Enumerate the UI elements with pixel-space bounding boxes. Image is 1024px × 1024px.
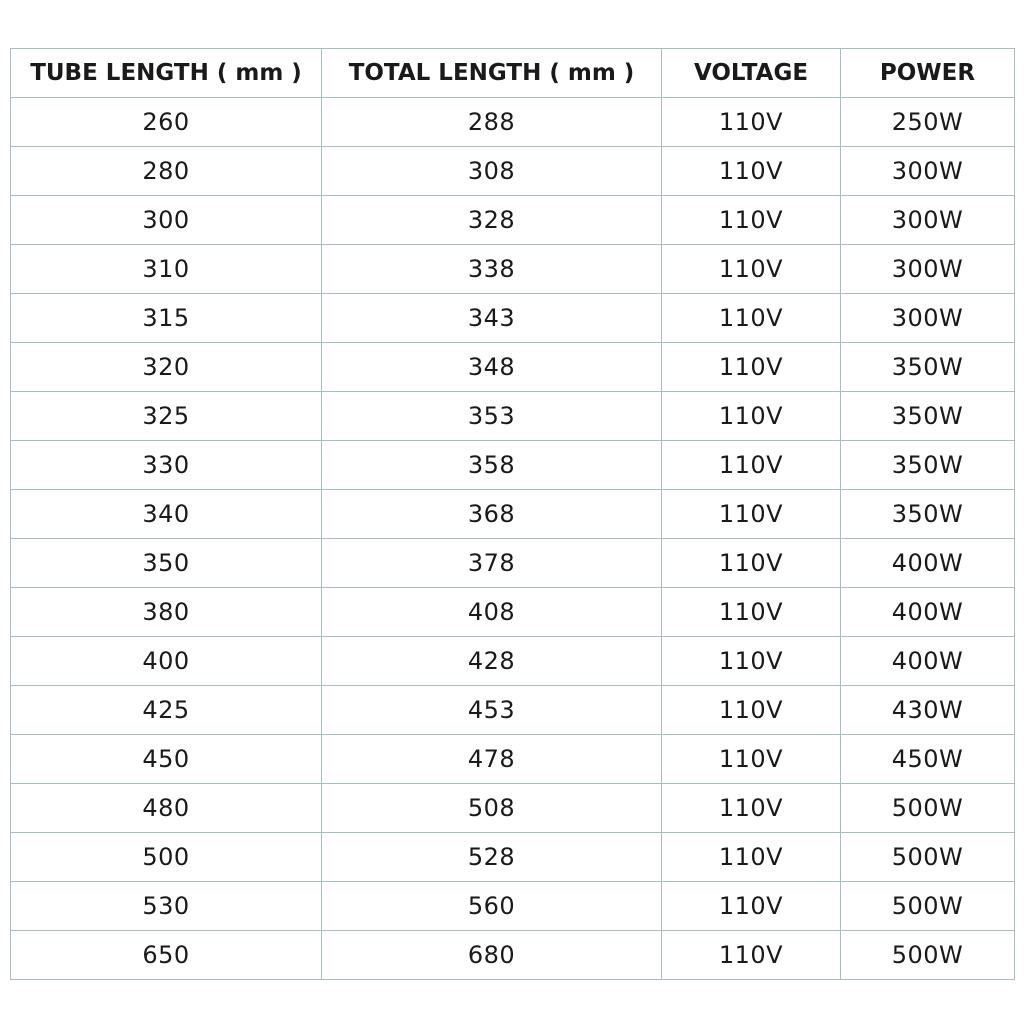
voltage-cell: 110V	[662, 294, 841, 343]
table-row	[11, 147, 1015, 196]
voltage-cell: 110V	[662, 637, 841, 686]
total-length-cell: 353	[322, 392, 662, 441]
total-length-cell: 453	[322, 686, 662, 735]
voltage-cell: 110V	[662, 882, 841, 931]
power-cell: 350W	[841, 343, 1015, 392]
table-row	[11, 735, 1015, 784]
spec-table	[10, 48, 1015, 980]
table-row	[11, 637, 1015, 686]
power-cell: 300W	[841, 245, 1015, 294]
total-length-cell: 328	[322, 196, 662, 245]
table-row	[11, 882, 1015, 931]
power-cell: 300W	[841, 147, 1015, 196]
table-row	[11, 245, 1015, 294]
voltage-cell: 110V	[662, 539, 841, 588]
power-cell: 450W	[841, 735, 1015, 784]
total-length-cell: 680	[322, 931, 662, 980]
power-cell: 250W	[841, 98, 1015, 147]
tube-length-cell: 480	[11, 784, 322, 833]
tube-length-cell: 260	[11, 98, 322, 147]
table-body	[11, 98, 1015, 980]
voltage-cell: 110V	[662, 245, 841, 294]
voltage-cell: 110V	[662, 490, 841, 539]
table-row	[11, 833, 1015, 882]
tube-length-cell: 400	[11, 637, 322, 686]
header-voltage: VOLTAGE	[662, 49, 841, 98]
total-length-cell: 508	[322, 784, 662, 833]
total-length-cell: 408	[322, 588, 662, 637]
table-row	[11, 196, 1015, 245]
table-row	[11, 588, 1015, 637]
tube-length-cell: 330	[11, 441, 322, 490]
total-length-cell: 348	[322, 343, 662, 392]
tube-length-cell: 650	[11, 931, 322, 980]
voltage-cell: 110V	[662, 147, 841, 196]
voltage-cell: 110V	[662, 196, 841, 245]
total-length-cell: 358	[322, 441, 662, 490]
total-length-cell: 368	[322, 490, 662, 539]
table-row	[11, 441, 1015, 490]
table-row	[11, 490, 1015, 539]
power-cell: 300W	[841, 196, 1015, 245]
table-row	[11, 931, 1015, 980]
tube-length-cell: 350	[11, 539, 322, 588]
voltage-cell: 110V	[662, 392, 841, 441]
total-length-cell: 338	[322, 245, 662, 294]
power-cell: 500W	[841, 833, 1015, 882]
table-row	[11, 294, 1015, 343]
total-length-cell: 378	[322, 539, 662, 588]
power-cell: 500W	[841, 784, 1015, 833]
tube-length-cell: 530	[11, 882, 322, 931]
total-length-cell: 343	[322, 294, 662, 343]
power-cell: 350W	[841, 490, 1015, 539]
voltage-cell: 110V	[662, 343, 841, 392]
tube-length-cell: 340	[11, 490, 322, 539]
voltage-cell: 110V	[662, 588, 841, 637]
tube-length-cell: 300	[11, 196, 322, 245]
power-cell: 400W	[841, 539, 1015, 588]
table-row	[11, 392, 1015, 441]
total-length-cell: 308	[322, 147, 662, 196]
tube-length-cell: 380	[11, 588, 322, 637]
total-length-cell: 528	[322, 833, 662, 882]
header-total-length: TOTAL LENGTH ( mm )	[322, 49, 662, 98]
header-row	[11, 49, 1015, 98]
power-cell: 400W	[841, 588, 1015, 637]
table-row	[11, 784, 1015, 833]
total-length-cell: 428	[322, 637, 662, 686]
total-length-cell: 288	[322, 98, 662, 147]
total-length-cell: 478	[322, 735, 662, 784]
table-row	[11, 343, 1015, 392]
tube-length-cell: 310	[11, 245, 322, 294]
tube-length-cell: 425	[11, 686, 322, 735]
total-length-cell: 560	[322, 882, 662, 931]
voltage-cell: 110V	[662, 833, 841, 882]
power-cell: 500W	[841, 931, 1015, 980]
table-row	[11, 539, 1015, 588]
power-cell: 350W	[841, 441, 1015, 490]
tube-length-cell: 450	[11, 735, 322, 784]
power-cell: 400W	[841, 637, 1015, 686]
voltage-cell: 110V	[662, 784, 841, 833]
tube-length-cell: 320	[11, 343, 322, 392]
power-cell: 500W	[841, 882, 1015, 931]
power-cell: 350W	[841, 392, 1015, 441]
tube-length-cell: 500	[11, 833, 322, 882]
tube-length-cell: 280	[11, 147, 322, 196]
header-tube-length: TUBE LENGTH ( mm )	[11, 49, 322, 98]
tube-length-cell: 315	[11, 294, 322, 343]
power-cell: 430W	[841, 686, 1015, 735]
tube-length-cell: 325	[11, 392, 322, 441]
header-power: POWER	[841, 49, 1015, 98]
voltage-cell: 110V	[662, 931, 841, 980]
voltage-cell: 110V	[662, 686, 841, 735]
table-row	[11, 98, 1015, 147]
voltage-cell: 110V	[662, 735, 841, 784]
table-row	[11, 686, 1015, 735]
voltage-cell: 110V	[662, 98, 841, 147]
voltage-cell: 110V	[662, 441, 841, 490]
power-cell: 300W	[841, 294, 1015, 343]
